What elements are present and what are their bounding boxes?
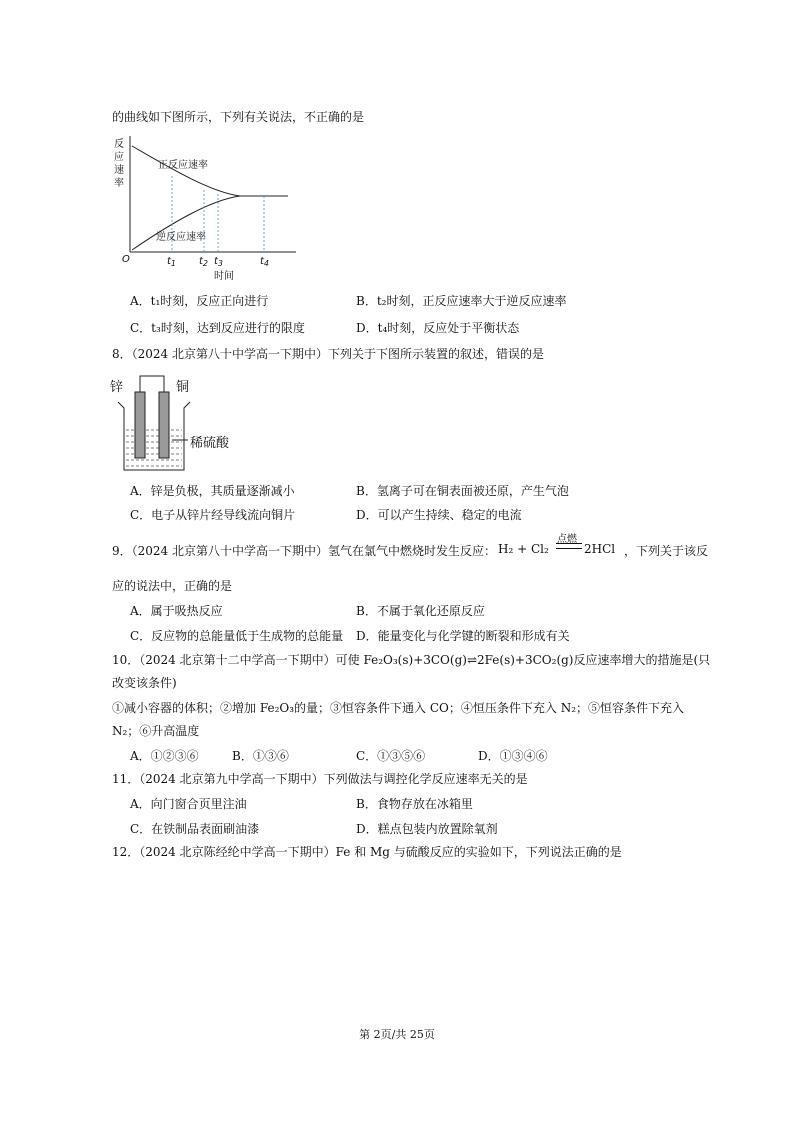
forward-rate-curve [132, 146, 288, 196]
question-stem: 的曲线如下图所示，下列有关说法，不正确的是 [112, 110, 365, 124]
zinc-electrode [135, 392, 145, 458]
option-a: A．①②③⑥ [130, 749, 199, 763]
option-d: D．①③④⑥ [478, 749, 548, 763]
rate-time-figure [110, 132, 300, 282]
question-8-stem: 8．（2024 北京第八十中学高一下期中）下列关于下图所示装置的叙述，错误的是 [112, 347, 544, 361]
option-a: A．属于吸热反应 [130, 604, 223, 618]
t4-label: $t_4$ [260, 256, 270, 268]
zinc-label: 锌 [110, 380, 124, 395]
origin-label: O [122, 254, 130, 265]
question-11-stem: 11．（2024 北京第九中学高一下期中）下列做法与调控化学反应速率无关的是 [112, 772, 528, 786]
question-10-stem: 10．（2024 北京第十二中学高一下期中）可使 Fe₂O₃(s)+3CO(g)⇌2Fe(s)+3CO₂(g)反应速率增大的措施是(只 [112, 653, 711, 667]
equation-condition: 点燃 [557, 534, 577, 545]
copper-electrode [159, 392, 169, 458]
forward-rate-label: 正反应速率 [158, 160, 208, 171]
reverse-rate-label: 逆反应速率 [156, 232, 206, 243]
question-10-conditions-cont: N₂；⑥升高温度 [112, 724, 200, 738]
t1-label: $t_1$ [167, 256, 177, 268]
option-d: D．糕点包装内放置除氧剂 [356, 822, 498, 836]
galvanic-cell-figure [110, 370, 300, 480]
option-d: D．t₄时刻，反应处于平衡状态 [356, 321, 520, 335]
option-c: C．反应物的总能量低于生成物的总能量 [130, 629, 344, 643]
copper-label: 铜 [176, 380, 190, 395]
question-9-stem-cont2: 应的说法中，正确的是 [112, 579, 233, 593]
option-d: D．可以产生持续、稳定的电流 [356, 508, 522, 522]
question-12-stem: 12．（2024 北京陈经纶中学高一下期中）Fe 和 Mg 与硫酸反应的实验如下，下列说法正确的是 [112, 845, 622, 859]
question-10-stem-cont: 改变该条件) [112, 676, 177, 690]
solution-lines [126, 430, 182, 466]
option-a: A．向门窗合页里注油 [130, 797, 247, 811]
option-c: C．电子从锌片经导线流向铜片 [130, 508, 296, 522]
equation-right: 2HCl [584, 542, 616, 556]
equation-left: H₂ + Cl₂ [498, 542, 549, 556]
question-9-stem-cont: ，下列关于该反 [624, 544, 709, 558]
page-footer: 第 2页/共 25页 [359, 1028, 435, 1041]
option-b: B．氢离子可在铜表面被还原，产生气泡 [356, 484, 569, 498]
option-b: B．①③⑥ [232, 749, 289, 763]
equation-arrow [556, 543, 582, 549]
t3-label: $t_3$ [214, 256, 224, 268]
acid-label: 稀硫酸 [190, 436, 230, 451]
option-b: B．t₂时刻，正反应速率大于逆反应速率 [356, 294, 567, 308]
question-10-conditions: ①减小容器的体积；②增加 Fe₂O₃的量；③恒容条件下通入 CO；④恒压条件下充入 N₂；⑤恒容条件下充入 [112, 701, 685, 715]
t2-label: $t_2$ [199, 256, 209, 268]
option-b: B．不属于氧化还原反应 [356, 604, 485, 618]
option-a: A．t₁时刻，反应正向进行 [130, 294, 269, 308]
option-b: B．食物存放在冰箱里 [356, 797, 473, 811]
y-axis-label: 反 应 速 率 [114, 139, 124, 189]
option-d: D．能量变化与化学键的断裂和形成有关 [356, 629, 570, 643]
option-c: C．在铁制品表面刷油漆 [130, 822, 260, 836]
option-c: C．①③⑤⑥ [356, 749, 426, 763]
galvanic-cell-diagram [110, 370, 300, 480]
question-9-stem: 9．（2024 北京第八十中学高一下期中）氢气在氯气中燃烧时发生反应： [112, 544, 496, 558]
option-c: C．t₃时刻，达到反应进行的限度 [130, 321, 305, 335]
option-a: A．锌是负极，其质量逐渐减小 [130, 484, 295, 498]
x-axis-label: 时间 [214, 271, 234, 282]
